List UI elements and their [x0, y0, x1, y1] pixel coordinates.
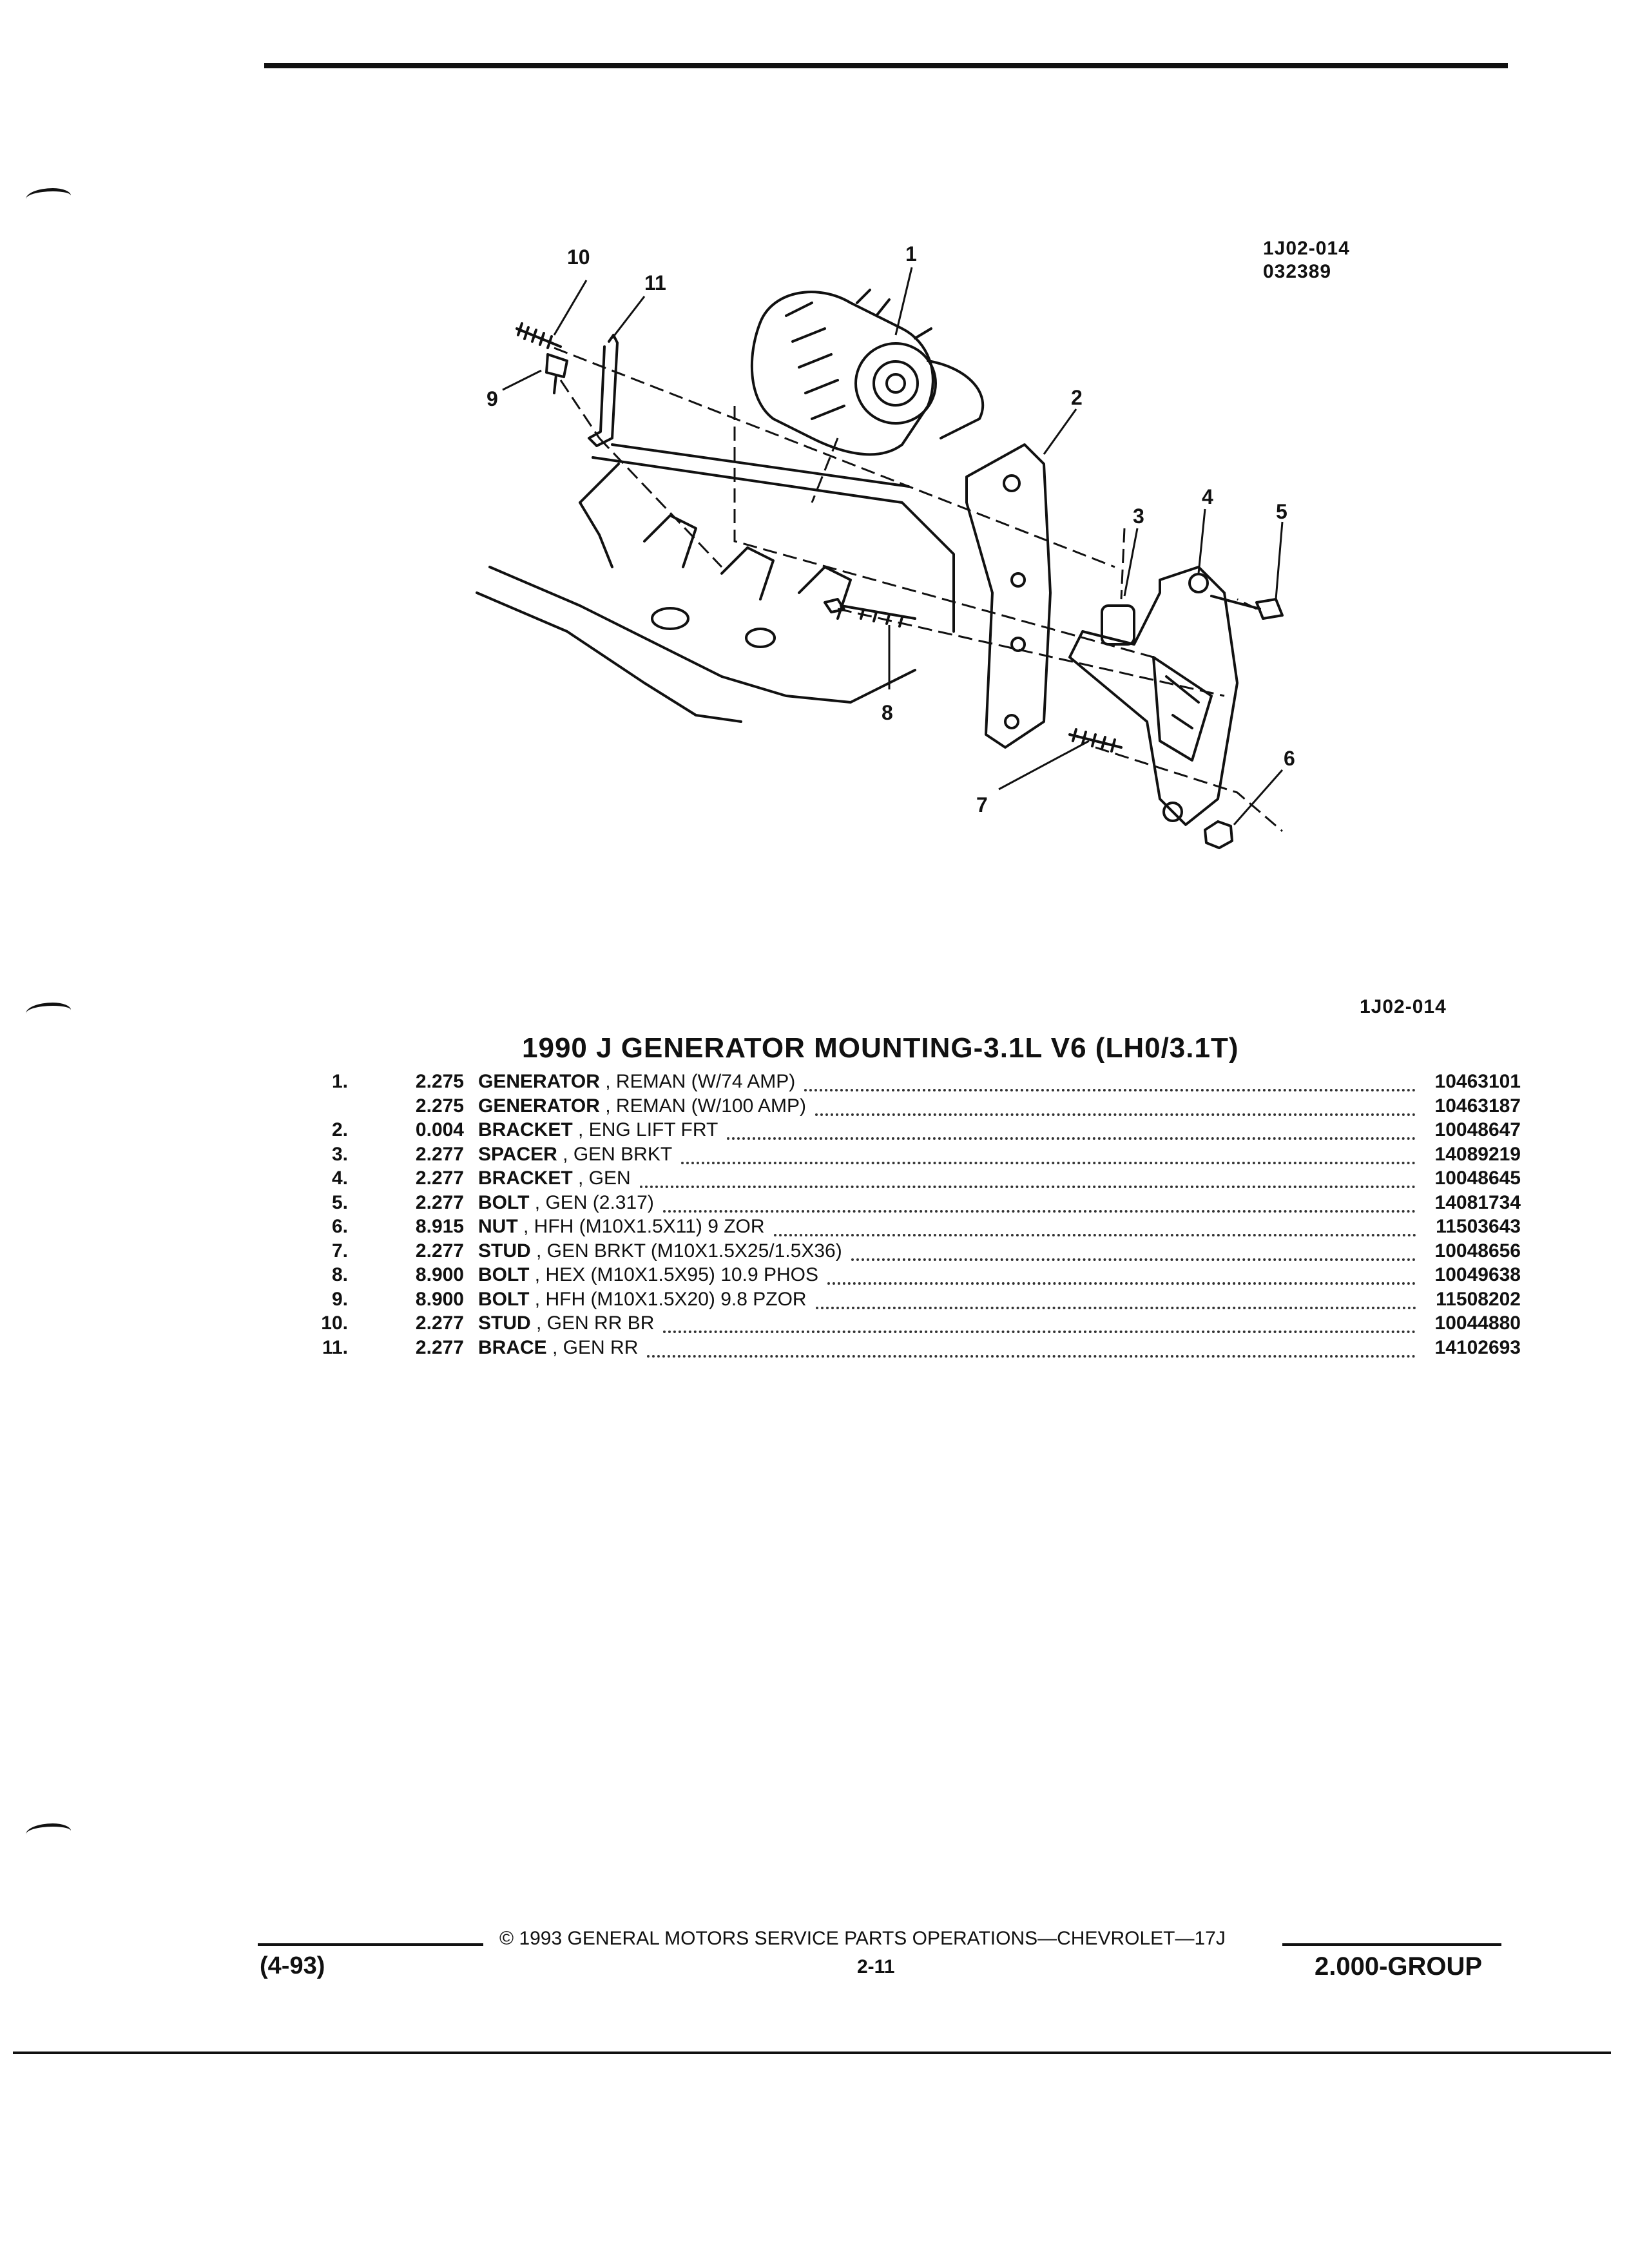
callout-4: 4	[1202, 485, 1213, 508]
part-name: BRACKET	[478, 1168, 573, 1189]
parts-row	[303, 1142, 1521, 1167]
part-group-number: 2.275	[415, 1095, 464, 1117]
footer-group: 2.000-GROUP	[1315, 1952, 1483, 1981]
leader-dots	[663, 1328, 1416, 1333]
parts-row	[303, 1094, 1521, 1119]
callout-10: 10	[567, 245, 590, 269]
parts-row	[303, 1239, 1521, 1264]
part-name: NUT	[478, 1216, 518, 1237]
part-group-number: 2.277	[415, 1336, 464, 1358]
engine-block-outline	[490, 567, 915, 702]
part-spec: , GEN BRKT (M10X1.5X25/1.5X36)	[536, 1240, 842, 1262]
footer-rule-right	[1282, 1943, 1501, 1946]
part-description	[478, 1263, 818, 1287]
footer-page-number: 2-11	[857, 1956, 895, 1977]
footer-date-code: (4-93)	[260, 1952, 325, 1979]
part-group-number: 2.277	[415, 1240, 464, 1262]
figure-reference: 1J02-014	[1360, 996, 1447, 1017]
callout-8: 8	[882, 701, 893, 724]
part-index: 4.	[331, 1168, 348, 1189]
parts-list	[303, 1070, 1521, 1360]
part-group-number: 8.915	[415, 1216, 464, 1237]
part-description	[478, 1191, 654, 1215]
part-index: 7.	[331, 1240, 348, 1262]
part-description	[478, 1118, 718, 1142]
leader-dots	[640, 1183, 1416, 1188]
callout-2: 2	[1071, 386, 1083, 409]
parts-row	[303, 1287, 1521, 1312]
part-group-number: 2.275	[415, 1071, 464, 1092]
leader-dots	[681, 1159, 1416, 1164]
callout-11: 11	[644, 271, 666, 294]
part-name: BOLT	[478, 1288, 530, 1310]
leader-dots	[804, 1086, 1416, 1091]
part-description	[478, 1215, 765, 1239]
leader-dots	[727, 1135, 1416, 1140]
section-title: 1990 J GENERATOR MOUNTING-3.1L V6 (LH0/3.1T)	[522, 1032, 1239, 1064]
part-number: 10463101	[1434, 1071, 1521, 1092]
part-number: 10048656	[1434, 1240, 1521, 1262]
part-number: 10048645	[1434, 1168, 1521, 1189]
leader-dots	[827, 1280, 1416, 1285]
part-spec: , GEN	[578, 1168, 631, 1189]
generator-bracket-drawing	[1070, 567, 1237, 825]
callout-5: 5	[1276, 500, 1287, 523]
callout-6: 6	[1284, 747, 1295, 770]
brace-drawing	[589, 335, 617, 446]
part-name: BOLT	[478, 1264, 530, 1285]
parts-row	[303, 1191, 1521, 1215]
stud-10-drawing	[517, 323, 561, 348]
parts-row	[303, 1166, 1521, 1191]
part-number: 10049638	[1434, 1264, 1521, 1285]
part-group-number: 2.277	[415, 1168, 464, 1189]
part-number: 10463187	[1434, 1095, 1521, 1117]
callout-7: 7	[976, 793, 988, 816]
part-index: 1.	[331, 1071, 348, 1092]
margin-mark-middle	[26, 1003, 71, 1021]
part-name: BRACE	[478, 1336, 547, 1358]
part-group-number: 8.900	[415, 1264, 464, 1285]
part-spec: , GEN RR	[552, 1336, 639, 1358]
margin-mark-bottom	[26, 1823, 71, 1842]
part-description	[478, 1094, 806, 1119]
part-number: 11508202	[1436, 1288, 1521, 1310]
part-index: 10.	[321, 1312, 348, 1334]
part-name: BOLT	[478, 1191, 530, 1213]
part-spec: , GEN RR BR	[536, 1312, 655, 1334]
part-description	[478, 1239, 842, 1264]
callout-1: 1	[905, 242, 917, 265]
part-spec: , HFH (M10X1.5X20) 9.8 PZOR	[534, 1288, 807, 1310]
part-name: STUD	[478, 1312, 531, 1334]
top-rule	[264, 63, 1508, 68]
part-group-number: 2.277	[415, 1312, 464, 1334]
bolt-9-drawing	[546, 354, 567, 393]
part-description	[478, 1070, 795, 1094]
parts-row	[303, 1311, 1521, 1336]
leader-dots	[815, 1111, 1416, 1116]
part-spec: , REMAN (W/74 AMP)	[605, 1071, 796, 1092]
part-description	[478, 1142, 672, 1167]
generator-drawing	[752, 290, 983, 454]
part-number: 14102693	[1434, 1336, 1521, 1358]
part-index: 11.	[322, 1336, 348, 1358]
bottom-rule	[13, 2052, 1611, 2054]
leader-dots	[647, 1352, 1416, 1358]
bolt-5-drawing	[1211, 596, 1282, 619]
part-number: 14089219	[1434, 1143, 1521, 1165]
part-description	[478, 1166, 631, 1191]
leader-dots	[816, 1304, 1416, 1309]
part-index: 6.	[331, 1216, 348, 1237]
part-spec: , GEN (2.317)	[534, 1191, 654, 1213]
part-spec: , ENG LIFT FRT	[578, 1119, 718, 1140]
part-spec: , HFH (M10X1.5X11) 9 ZOR	[523, 1216, 765, 1237]
leader-dots	[774, 1231, 1416, 1236]
footer-copyright: © 1993 GENERAL MOTORS SERVICE PARTS OPERATIONS—CHEVROLET—17J	[499, 1928, 1226, 1949]
part-number: 10044880	[1434, 1312, 1521, 1334]
part-spec: , HEX (M10X1.5X95) 10.9 PHOS	[534, 1264, 818, 1285]
part-group-number: 2.277	[415, 1191, 464, 1213]
part-number: 14081734	[1434, 1191, 1521, 1213]
diagram-code-line1: 1J02-014	[1263, 238, 1350, 259]
part-index: 5.	[331, 1191, 348, 1213]
part-description	[478, 1336, 638, 1360]
lift-bracket-drawing	[967, 445, 1050, 747]
part-number: 10048647	[1434, 1119, 1521, 1140]
part-spec: , GEN BRKT	[563, 1143, 673, 1165]
footer-rule-left	[258, 1943, 483, 1946]
part-name: GENERATOR	[478, 1071, 600, 1092]
leader-dots	[663, 1207, 1416, 1213]
diagram-code	[1263, 237, 1350, 284]
part-group-number: 0.004	[415, 1119, 464, 1140]
diagram-code-line2: 032389	[1263, 261, 1332, 282]
part-group-number: 8.900	[415, 1288, 464, 1310]
exploded-parts-diagram	[451, 232, 1405, 928]
parts-row	[303, 1336, 1521, 1360]
parts-row	[303, 1118, 1521, 1142]
part-name: SPACER	[478, 1143, 557, 1165]
parts-row	[303, 1070, 1521, 1094]
part-name: GENERATOR	[478, 1095, 600, 1117]
part-index: 8.	[331, 1264, 348, 1285]
nut-6-drawing	[1205, 822, 1232, 848]
part-spec: , REMAN (W/100 AMP)	[605, 1095, 806, 1117]
parts-row	[303, 1215, 1521, 1239]
parts-row	[303, 1263, 1521, 1287]
leader-dots	[851, 1256, 1416, 1261]
part-name: STUD	[478, 1240, 531, 1262]
margin-mark-top	[26, 188, 71, 207]
part-name: BRACKET	[478, 1119, 573, 1140]
part-number: 11503643	[1436, 1216, 1521, 1237]
callout-3: 3	[1133, 505, 1144, 528]
part-description	[478, 1287, 807, 1312]
part-index: 2.	[331, 1119, 348, 1140]
part-index: 9.	[331, 1288, 348, 1310]
callout-9: 9	[487, 387, 498, 410]
part-index: 3.	[331, 1143, 348, 1165]
part-description	[478, 1311, 654, 1336]
part-group-number: 2.277	[415, 1143, 464, 1165]
